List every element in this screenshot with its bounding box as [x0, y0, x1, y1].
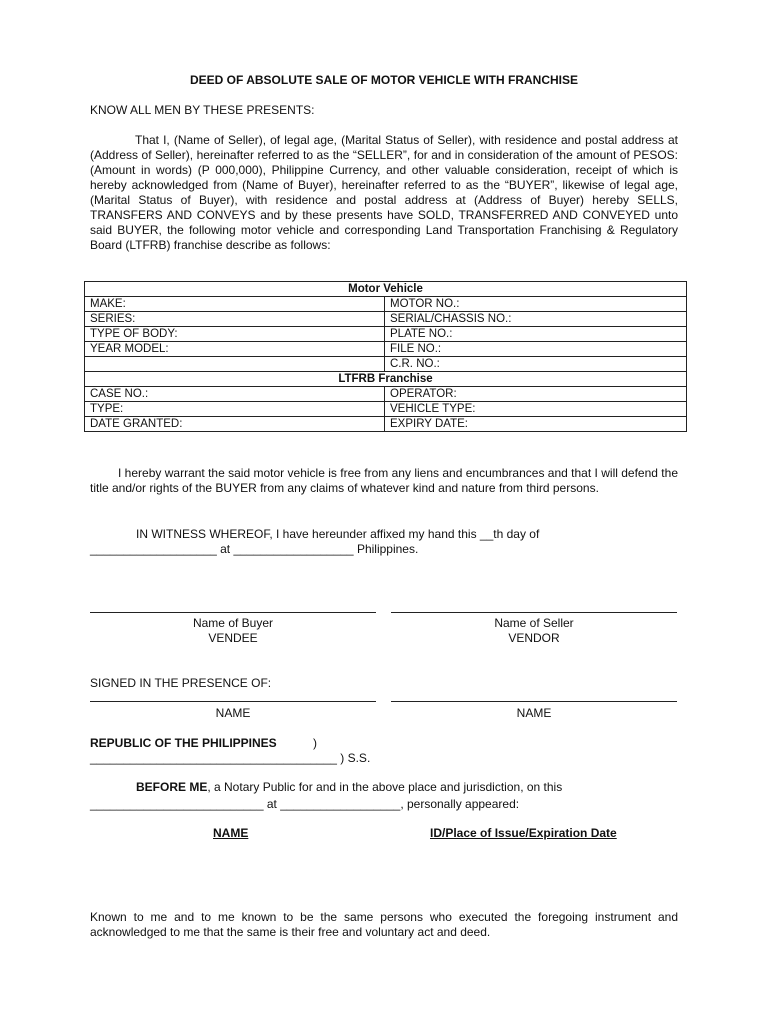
table-cell: FILE NO.:: [385, 342, 687, 357]
table-cell: EXPIRY DATE:: [385, 417, 687, 432]
notary-rest: , a Notary Public for and in the above place and jurisdiction, on this: [207, 780, 563, 794]
table-cell: [85, 357, 385, 372]
table-cell: PLATE NO.:: [385, 327, 687, 342]
witness-line-1: IN WITNESS WHEREOF, I have hereunder affixed my hand this __th day of: [136, 527, 540, 541]
notary-line-1: [136, 780, 678, 795]
table-row: [85, 297, 687, 312]
table-row: [85, 417, 687, 432]
table-header-row: [85, 282, 687, 297]
table-cell: SERIES:: [85, 312, 385, 327]
table-cell: TYPE OF BODY:: [85, 327, 385, 342]
column-name-heading: NAME: [213, 826, 249, 840]
buyer-role-label: VENDEE: [208, 631, 258, 645]
table-cell: SERIAL/CHASSIS NO.:: [385, 312, 687, 327]
table-header-row: [85, 372, 687, 387]
table-row: [85, 357, 687, 372]
republic-label: REPUBLIC OF THE PHILIPPINES: [90, 736, 277, 750]
republic-paren: ): [313, 736, 317, 750]
table-row: [85, 342, 687, 357]
seller-role-label: VENDOR: [508, 631, 560, 645]
table-row: [85, 312, 687, 327]
witness-signature-line-right: [391, 701, 677, 702]
witness-name-right: NAME: [516, 706, 552, 720]
closing-paragraph: Known to me and to me known to be the same persons who executed the foregoing instrument and acknowledged to me that the same is their free and voluntary act and deed.: [90, 910, 678, 939]
table-cell: DATE GRANTED:: [85, 417, 385, 432]
witness-line-2: ___________________ at __________________ Philippines.: [90, 542, 419, 556]
greeting: KNOW ALL MEN BY THESE PRESENTS:: [90, 103, 315, 117]
column-id-heading: ID/Place of Issue/Expiration Date: [430, 826, 617, 840]
table-row: [85, 402, 687, 417]
intro-paragraph: That I, (Name of Seller), of legal age, (Marital Status of Seller), with residence and postal address at (Address of Seller), hereinafter referred to as the “SELLER”, for and in consideration of the amount of PESOS: (Amount in words) (P 000,000), Philippine Currency, and other valuable consideration, receipt of which is hereby acknowledged from (Name of Buyer), hereinafter referred to as the “BUYER”, likewise of legal age, (Marital Status of Buyer), with residence and postal address at (Address of Buyer) hereby SELLS, TRANSFERS AND CONVEYS and by these presents have SOLD, TRANSFERRED AND CONVEYED unto said BUYER, the following motor vehicle and corresponding Land Transportation Franchising & Regulatory Board (LTFRB) franchise describe as follows:: [90, 133, 678, 252]
notary-line-2: __________________________ at __________________, personally appeared:: [90, 797, 520, 811]
witness-name-left: NAME: [215, 706, 251, 720]
witness-signature-line-left: [90, 701, 376, 702]
buyer-signature-line: [90, 612, 376, 613]
franchise-header: LTFRB Franchise: [85, 372, 687, 387]
table-cell: MOTOR NO.:: [385, 297, 687, 312]
table-cell: CASE NO.:: [85, 387, 385, 402]
table-cell: OPERATOR:: [385, 387, 687, 402]
table-cell: VEHICLE TYPE:: [385, 402, 687, 417]
buyer-name-label: Name of Buyer: [192, 616, 274, 630]
table-row: [85, 327, 687, 342]
seller-signature-line: [391, 612, 677, 613]
document-title: DEED OF ABSOLUTE SALE OF MOTOR VEHICLE WITH FRANCHISE: [189, 73, 578, 87]
ss-line: _____________________________________ ) S.S.: [90, 751, 371, 765]
table-cell: TYPE:: [85, 402, 385, 417]
notary-bold: BEFORE ME: [136, 780, 208, 794]
motor-vehicle-header: Motor Vehicle: [85, 282, 687, 297]
table-row: [85, 387, 687, 402]
table-cell: C.R. NO.:: [385, 357, 687, 372]
warranty-paragraph: I hereby warrant the said motor vehicle is free from any liens and encumbrances and that I will defend the title and/or rights of the BUYER from any claims of whatever kind and nature from third persons.: [90, 466, 678, 495]
vehicle-details-table: [84, 281, 687, 432]
table-cell: YEAR MODEL:: [85, 342, 385, 357]
signed-presence-label: SIGNED IN THE PRESENCE OF:: [90, 676, 272, 690]
table-cell: MAKE:: [85, 297, 385, 312]
seller-name-label: Name of Seller: [494, 616, 574, 630]
